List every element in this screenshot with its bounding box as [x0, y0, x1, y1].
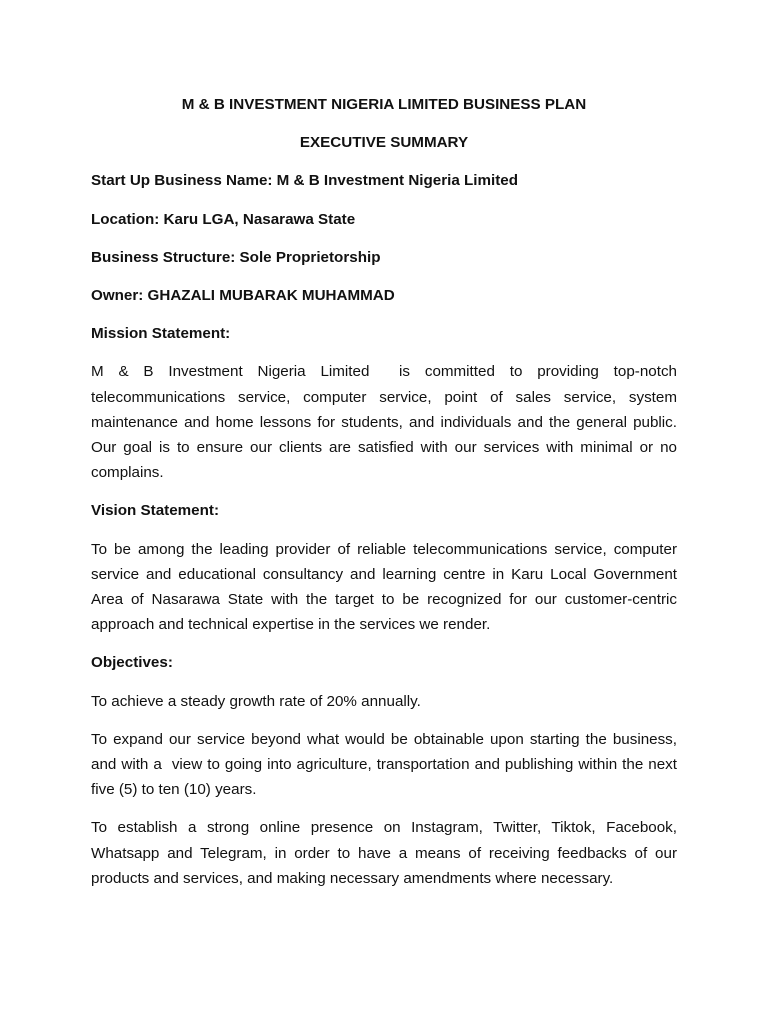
mission-text: M & B Investment Nigeria Limited is committed to providing top-notch telecommunications service, computer service, point of sales service, system maintenance and home lessons for students, and individuals and the general public. Our goal is to ensure our clients are satisfied with our services with minimal or no complains. [91, 363, 682, 482]
field-owner: Owner: GHAZALI MUBARAK MUHAMMAD [91, 287, 395, 305]
section-title-executive-summary: EXECUTIVE SUMMARY [299, 134, 469, 152]
field-business-structure: Business Structure: Sole Proprietorship [91, 248, 381, 266]
objective-item: To achieve a steady growth rate of 20% annually. [91, 692, 421, 710]
document-body [91, 92, 682, 891]
mission-heading: Mission Statement: [91, 325, 231, 343]
field-business-name: Start Up Business Name: M & B Investment Nigeria Limited [91, 172, 519, 190]
document-title: M & B INVESTMENT NIGERIA LIMITED BUSINESS PLAN [181, 96, 587, 113]
vision-heading: Vision Statement: [91, 502, 219, 520]
field-location: Location: Karu LGA, Nasarawa State [91, 210, 356, 228]
objective-item: To expand our service beyond what would be obtainable upon starting the business, and with a view to going into agriculture, transportation and publishing within the next five (5) to ten (10) years. [91, 730, 682, 799]
vision-text: To be among the leading provider of reliable telecommunications service, computer service and educational consultancy and learning centre in Karu Local Government Area of Nasarawa State with the target to be recognized for our customer-centric approach and technical expertise in the services we render. [91, 540, 677, 634]
objectives-heading: Objectives: [91, 654, 173, 672]
objective-item: To establish a strong online presence on Instagram, Twitter, Tiktok, Facebook, Whatsapp and Telegram, in order to have a means of receiving feedbacks of our products and services, and making necessary amendments where necessary. [91, 819, 677, 887]
